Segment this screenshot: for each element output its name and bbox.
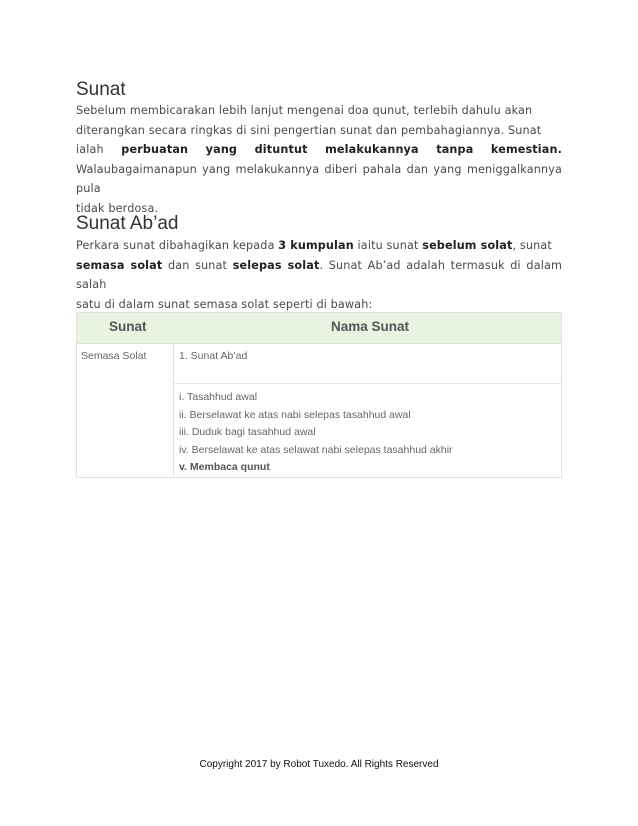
text-line: Sebelum membicarakan lebih lanjut mengenai doa qunut, terlebih dahulu akan: [76, 104, 533, 117]
list-item: iv. Berselawat ke atas selawat nabi selepas tasahhud akhir: [179, 443, 453, 456]
list-item-highlighted: v. Membaca qunut: [179, 461, 270, 473]
word-bold: perbuatan: [121, 143, 189, 156]
word-bold: kemestian.: [490, 143, 562, 156]
text-line: semasa solat dan sunat selepas solat. Sunat Ab’ad adalah termasuk di dalam salah: [76, 258, 563, 291]
text-line: Perkara sunat dibahagikan kepada 3 kumpulan iaitu sunat sebelum solat, sunat: [76, 239, 552, 252]
word: ialah: [76, 143, 104, 156]
table-cell-category: Semasa Solat: [81, 350, 147, 362]
column-header-sunat: Sunat: [109, 319, 147, 334]
sunat-table: [76, 312, 562, 478]
list-item: iii. Duduk bagi tasahhud awal: [179, 426, 316, 438]
text-line-justified: [76, 140, 562, 160]
word-bold: melakukannya: [325, 143, 419, 156]
word-bold: yang: [205, 143, 238, 156]
list-item: i. Tasahhud awal: [179, 391, 258, 403]
text-line: diterangkan secara ringkas di sini pengertian sunat dan pembahagiannya. Sunat: [76, 123, 542, 137]
list-item: ii. Berselawat ke atas nabi selepas tasahhud awal: [179, 408, 411, 421]
text-line: satu di dalam sunat semasa solat seperti di bawah:: [76, 297, 373, 311]
column-header-nama-sunat: Nama Sunat: [331, 319, 410, 334]
table-header: [77, 313, 561, 344]
paragraph-sunat-categories: [76, 236, 562, 314]
text-line: tidak berdosa.: [76, 201, 159, 215]
word-bold: tanpa: [436, 143, 474, 156]
section-title-sunat: Sunat: [76, 79, 126, 100]
section-title-sunat-abad: Sunat Ab’ad: [76, 213, 179, 234]
row-divider: [174, 383, 561, 384]
copyright-footer: Copyright 2017 by Robot Tuxedo. All Rights Reserved: [199, 759, 439, 770]
table-cell-first-item: 1. Sunat Ab’ad: [179, 350, 248, 362]
word-bold: dituntut: [254, 143, 308, 156]
text-line: Walaubagaimanapun yang melakukannya diberi pahala dan yang meniggalkannya pula: [76, 162, 562, 195]
paragraph-sunat-definition: [76, 101, 562, 218]
column-divider: [173, 343, 174, 477]
sunat-abad-list: [179, 389, 453, 477]
